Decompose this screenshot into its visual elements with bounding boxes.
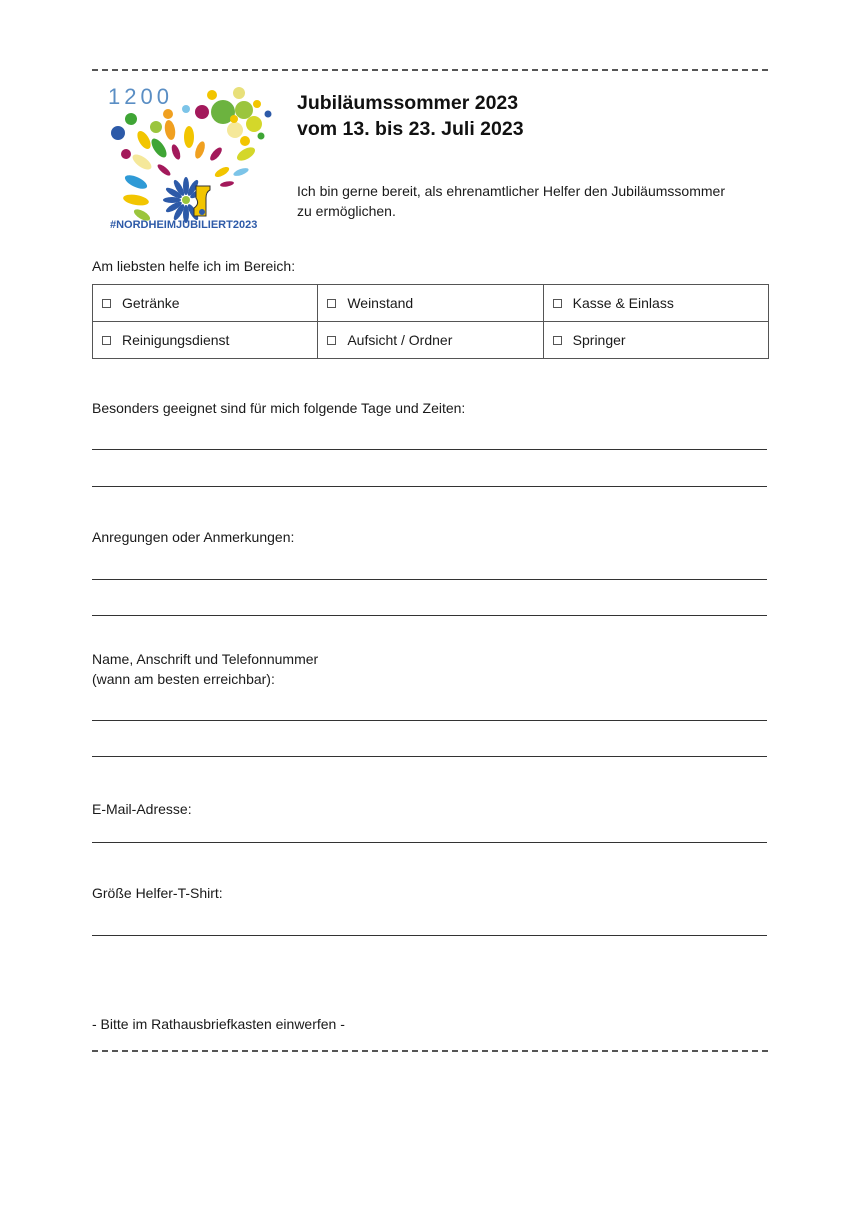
name-label-line-1: Name, Anschrift und Telefonnummer [92,651,319,667]
option-label: Weinstand [347,295,414,311]
checkbox-icon[interactable] [553,299,562,308]
cut-line-bottom [92,1050,768,1052]
name-label [92,649,318,689]
remarks-label: Anregungen oder Anmerkungen: [92,529,295,545]
area-options-table [92,284,769,359]
options-row [93,285,769,322]
option-springer[interactable] [543,322,768,359]
area-label: Am liebsten helfe ich im Bereich: [92,258,296,274]
remarks-field-line-1[interactable] [92,579,767,580]
email-label: E-Mail-Adresse: [92,801,192,817]
title-line-2: vom 13. bis 23. Juli 2023 [297,118,524,140]
shirt-size-label: Größe Helfer-T-Shirt: [92,885,223,901]
checkbox-icon[interactable] [553,336,562,345]
logo-number: 1200 [108,84,173,109]
intro-text [297,181,725,221]
cut-line-top [92,69,768,71]
option-reinigungsdienst[interactable] [93,322,318,359]
checkbox-icon[interactable] [327,336,336,345]
days-label: Besonders geeignet sind für mich folgende Tage und Zeiten: [92,400,466,416]
jubilee-logo [104,82,274,232]
option-kasse-einlass[interactable] [543,285,768,322]
name-field-line-2[interactable] [92,756,767,757]
option-weinstand[interactable] [318,285,543,322]
options-row [93,322,769,359]
days-field-line-1[interactable] [92,449,767,450]
name-label-line-2: (wann am besten erreichbar): [92,671,275,687]
checkbox-icon[interactable] [327,299,336,308]
page-title [297,90,524,142]
days-field-line-2[interactable] [92,486,767,487]
option-label: Aufsicht / Ordner [347,332,453,348]
option-label: Springer [572,332,626,348]
shirt-size-field-line[interactable] [92,935,767,936]
checkbox-icon[interactable] [102,336,111,345]
option-label: Kasse & Einlass [572,295,674,311]
checkbox-icon[interactable] [102,299,111,308]
email-field-line[interactable] [92,842,767,843]
option-label: Getränke [122,295,180,311]
remarks-field-line-2[interactable] [92,615,767,616]
intro-line-1: Ich bin gerne bereit, als ehrenamtlicher Helfer den Jubiläumssommer [297,183,725,199]
title-line-1: Jubiläumssommer 2023 [297,92,519,114]
logo-graphic [104,82,274,232]
option-label: Reinigungsdienst [122,332,230,348]
logo-hashtag: #NORDHEIMJUBILIERT2023 [110,219,258,231]
option-aufsicht-ordner[interactable] [318,322,543,359]
footer-note: - Bitte im Rathausbriefkasten einwerfen - [92,1016,345,1032]
intro-line-2: zu ermöglichen. [297,203,396,219]
name-field-line-1[interactable] [92,720,767,721]
option-getraenke[interactable] [93,285,318,322]
